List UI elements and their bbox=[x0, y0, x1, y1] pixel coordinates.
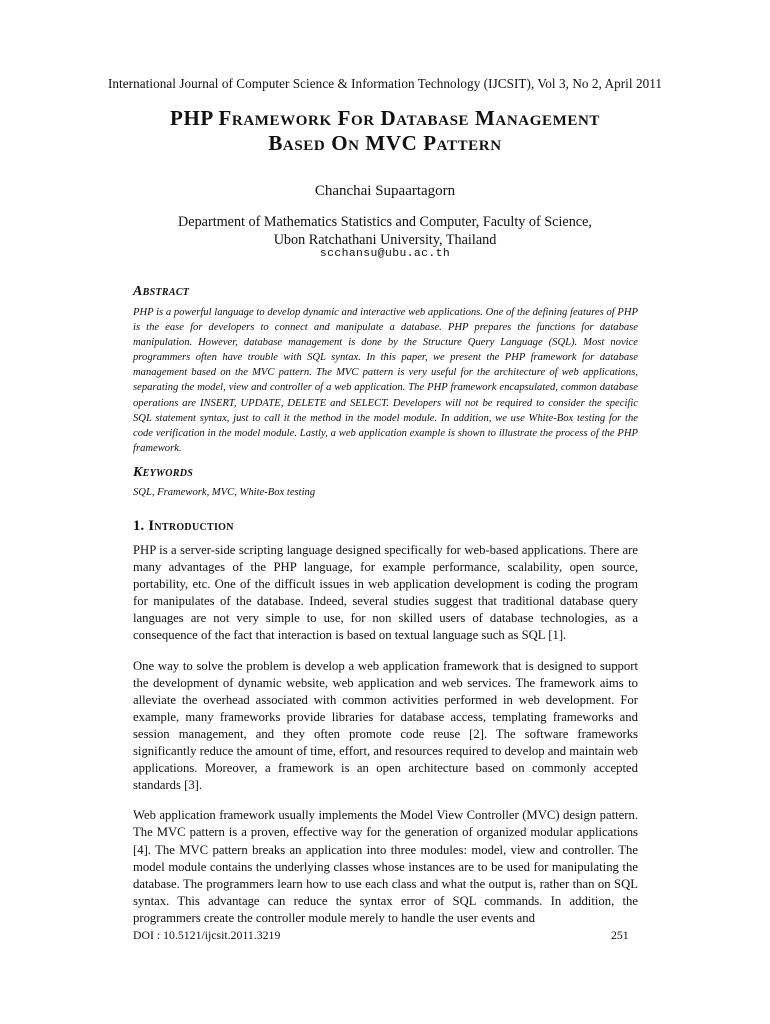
abstract-text: PHP is a powerful language to develop dynamic and interactive web applications. One of the defining features of PHP is the ease for developers to connect and manipulate a database. PHP prepares the functions for database manipulation. However, database management is done by the Structure Query Language (SQL). Most novice programmers often have trouble with SQL syntax. In this paper, we present the PHP framework for database management based on the MVC pattern. The MVC pattern is very useful for the architecture of web applications, separating the model, view and controller of a web application. The PHP framework encapsulated, common database operations are INSERT, UPDATE, DELETE and SELECT. Developers will not be required to consider the specific SQL statement syntax, just to call it the method in the model module. In addition, we use White-Box testing for the code verification in the model module. Lastly, a web application example is shown to illustrate the process of the PHP framework. bbox=[133, 307, 638, 454]
intro-paragraph-1: PHP is a server-side scripting language designed specifically for web-based applications. There are many advantages of the PHP language, for example performance, scalability, open source, portability, etc. One of the difficult issues in web application development is coding the program for manipulates of the database. Indeed, several studies suggest that traditional database query languages are not very simple to use, for non skilled users of database technologies, as a consequence of the fact that interaction is based on textual language such as SQL [1]. bbox=[133, 543, 638, 643]
author-affiliation bbox=[0, 213, 770, 249]
introduction-heading: 1. Introduction bbox=[133, 518, 234, 534]
paper-title bbox=[0, 106, 770, 156]
affiliation-line-2: Ubon Ratchathani University, Thailand bbox=[273, 232, 497, 248]
author-email: scchansu@ubu.ac.th bbox=[319, 248, 451, 260]
journal-header: International Journal of Computer Science & Information Technology (IJCSIT), Vol 3, No 2, April 2011 bbox=[107, 76, 663, 91]
abstract-heading: Abstract bbox=[133, 284, 190, 299]
keywords-text: SQL, Framework, MVC, White-Box testing bbox=[133, 487, 316, 498]
title-line-1: PHP Framework For Database Management bbox=[170, 106, 600, 130]
keywords-heading: Keywords bbox=[133, 465, 194, 480]
title-line-2: Based On MVC Pattern bbox=[268, 131, 502, 155]
footer-doi: DOI : 10.5121/ijcsit.2011.3219 bbox=[133, 928, 281, 942]
intro-paragraph-3: Web application framework usually implements the Model View Controller (MVC) design pattern. The MVC pattern is a proven, effective way for the generation of organized modular applications [4]. The MVC pattern breaks an application into three modules: model, view and controller. The model module contains the underlying classes whose instances are to be used for manipulating the database. The programmers learn how to use each class and what the output is, rather than on SQL syntax. This advantage can reduce the syntax error of SQL commands. In addition, the programmers create the controller module merely to handle the user events and bbox=[133, 808, 638, 925]
intro-paragraph-2: One way to solve the problem is develop a web application framework that is designed to support the development of dynamic website, web application and web services. The framework aims to alleviate the overhead associated with common activities performed in web development. For example, many frameworks provide libraries for database access, templating frameworks and session management, and they often promote code reuse [2]. The software frameworks significantly reduce the amount of time, effort, and resources required to develop and maintain web applications. Moreover, a framework is an open architecture based on commonly accepted standards [3]. bbox=[133, 658, 638, 793]
affiliation-line-1: Department of Mathematics Statistics and Computer, Faculty of Science, bbox=[178, 214, 592, 230]
footer-page-number: 251 bbox=[611, 928, 629, 942]
introduction-body bbox=[133, 542, 638, 940]
author-name: Chanchai Supaartagorn bbox=[314, 183, 456, 199]
